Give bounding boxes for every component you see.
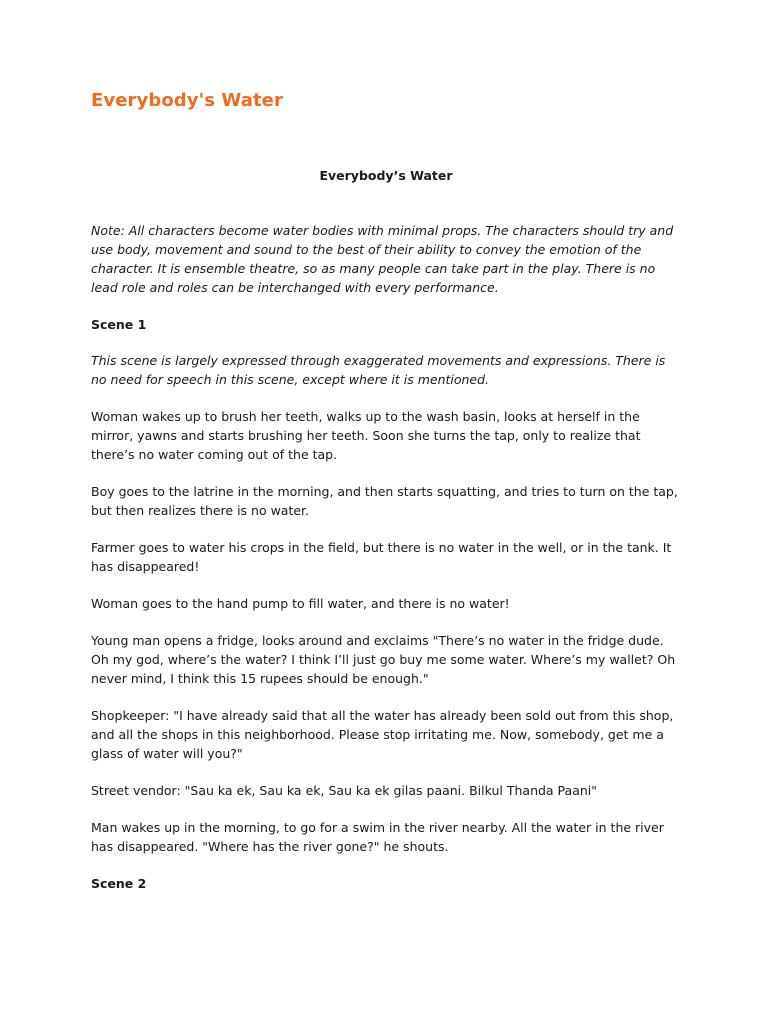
document-body: [91, 166, 681, 910]
paragraph-boy-latrine: Boy goes to the latrine in the morning, and then starts squatting, and tries to turn on the tap, but then realizes there is no water.: [91, 484, 678, 518]
document-title: Everybody's Water: [91, 90, 283, 111]
paragraph-shopkeeper: Shopkeeper: "I have already said that all the water has already been sold out from this shop, and all the shops in this neighborhood. Please stop irritating me. Now, somebody, get me a glass of water will you?": [91, 708, 674, 761]
scene-2-heading: Scene 2: [91, 876, 147, 891]
paragraph-man-river: Man wakes up in the morning, to go for a swim in the river nearby. All the water in the river has disappeared. "Where has the river gone?" he shouts.: [91, 820, 664, 854]
paragraph-street-vendor: Street vendor: "Sau ka ek, Sau ka ek, Sau ka ek gilas paani. Bilkul Thanda Paani": [91, 783, 597, 798]
paragraph-woman-brushing: Woman wakes up to brush her teeth, walks up to the wash basin, looks at herself in the mirror, yawns and starts brushing her teeth. Soon she turns the tap, only to realize that there’s no water coming out of the tap.: [91, 409, 641, 462]
scene-1-heading: Scene 1: [91, 317, 147, 332]
scene-1-intro: This scene is largely expressed through exaggerated movements and expressions. There is no need for speech in this scene, except where it is mentioned.: [91, 353, 666, 387]
note-paragraph: Note: All characters become water bodies with minimal props. The characters should try and use body, movement and sound to the best of their ability to convey the emotion of the character. It is ensemble theatre, so as many people can take part in the play. There is no lead role and roles can be interchanged with every performance.: [91, 223, 674, 295]
paragraph-hand-pump: Woman goes to the hand pump to fill water, and there is no water!: [91, 596, 510, 611]
paragraph-young-man: Young man opens a fridge, looks around and exclaims "There’s no water in the fridge dude. Oh my god, where’s the water? I think I’ll just go buy me some water. Where’s my wallet? Oh never mind, I think this 15 rupees should be enough.": [91, 633, 676, 686]
paragraph-farmer: Farmer goes to water his crops in the field, but there is no water in the well, or in the tank. It has disappeared!: [91, 540, 672, 574]
play-title: Everybody’s Water: [319, 168, 453, 183]
